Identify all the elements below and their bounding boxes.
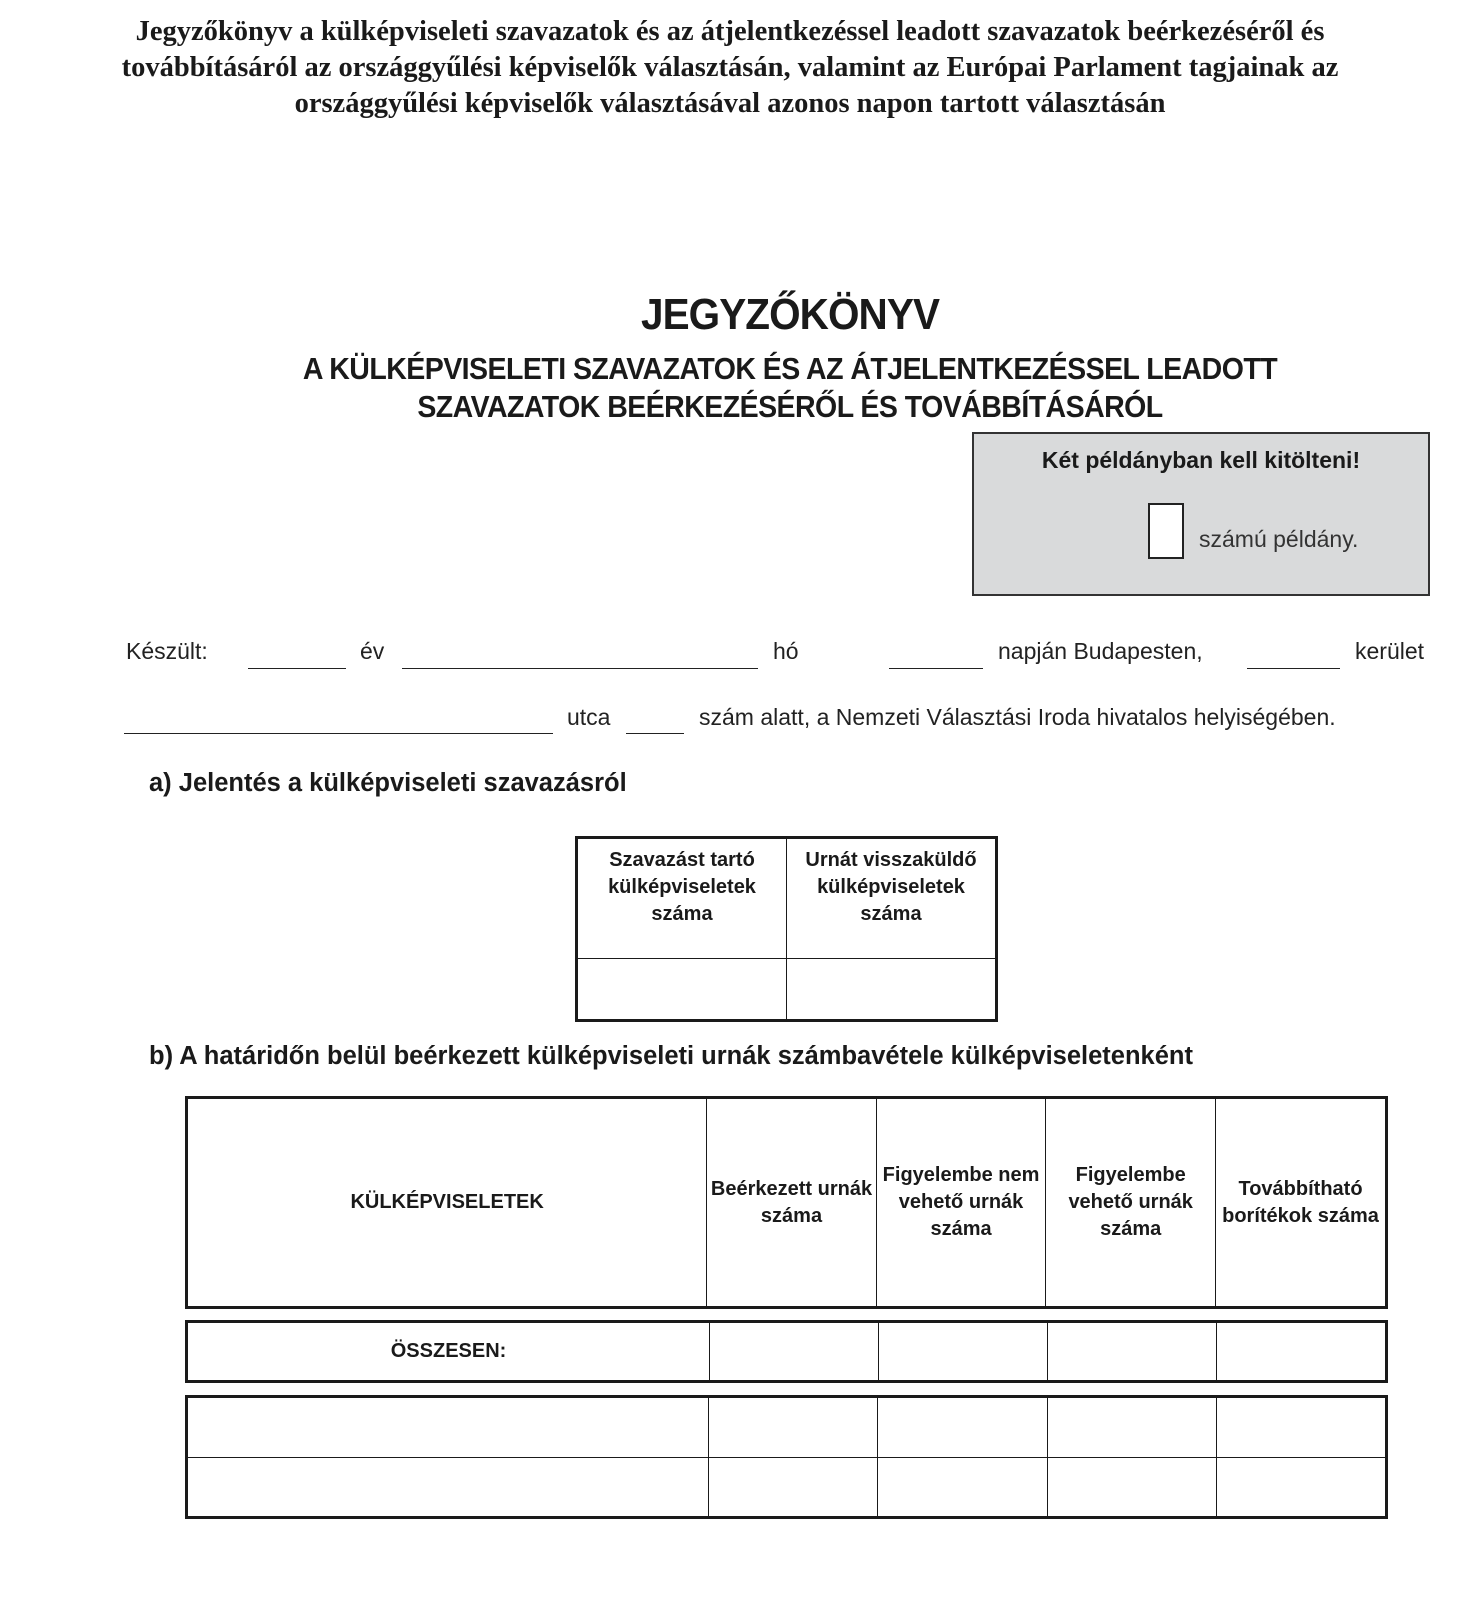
district-field[interactable]	[1247, 668, 1340, 669]
copies-notice-box	[972, 432, 1430, 596]
table-cell[interactable]	[577, 959, 787, 1021]
table-header-row	[577, 838, 997, 959]
column-header: Figyelembe nem vehető urnák száma	[876, 1098, 1046, 1308]
table-cell[interactable]	[1048, 1322, 1217, 1382]
section-b-heading: b) A határidőn belül beérkezett külképviseleti urnák számbavétele külképviseletenként	[149, 1042, 1193, 1070]
made-label: Készült:	[126, 638, 208, 664]
copies-notice-text: Két példányban kell kitölteni!	[1041, 447, 1361, 473]
section-b-header-table	[185, 1096, 1388, 1309]
year-field[interactable]	[248, 668, 346, 669]
table-header-row	[187, 1098, 1387, 1308]
column-header: Szavazást tartó külképviseletek száma	[577, 838, 787, 959]
year-label: év	[360, 638, 385, 664]
table-cell[interactable]	[709, 1397, 878, 1458]
column-header: KÜLKÉPVISELETEK	[187, 1098, 707, 1308]
column-header: Figyelembe vehető urnák száma	[1046, 1098, 1216, 1308]
table-cell[interactable]	[1216, 1397, 1386, 1458]
table-cell[interactable]	[710, 1322, 879, 1382]
table-cell[interactable]	[787, 959, 997, 1021]
day-label: napján Budapesten,	[998, 638, 1203, 664]
table-cell[interactable]	[1216, 1322, 1386, 1382]
street-field[interactable]	[124, 733, 553, 734]
form-subtitle	[63, 350, 1461, 426]
total-label: ÖSSZESEN:	[187, 1322, 710, 1382]
table-row	[187, 1397, 1387, 1458]
table-cell[interactable]	[879, 1322, 1048, 1382]
house-number-field[interactable]	[626, 733, 684, 734]
column-header: Urnát visszaküldő külképviseletek száma	[787, 838, 997, 959]
section-a-heading: a) Jelentés a külképviseleti szavazásról	[149, 769, 627, 797]
table-cell[interactable]	[709, 1457, 878, 1518]
month-field[interactable]	[402, 668, 758, 669]
street-label: utca	[567, 704, 611, 730]
table-cell[interactable]	[878, 1397, 1047, 1458]
document-title: Jegyzőkönyv a külképviseleti szavazatok és az átjelentkezéssel leadott szavazatok beérkezéséről és továbbításáról az országgyűlési képviselők választásán, valamint az Európai Parlament tagjainak az országgyűlési képviselők választásával azonos napon tartott választásán	[121, 16, 1339, 119]
column-header: Beérkezett urnák száma	[707, 1098, 876, 1308]
table-cell[interactable]	[1047, 1397, 1216, 1458]
form-subtitle-line2: SZAVAZATOK BEÉRKEZÉSÉRŐL ÉS TOVÁBBÍTÁSÁRÓL	[417, 389, 1163, 424]
column-header: Továbbítható borítékok száma	[1216, 1098, 1387, 1308]
table-cell[interactable]	[1216, 1457, 1386, 1518]
district-label: kerület	[1355, 638, 1425, 664]
form-subtitle-line1: A KÜLKÉPVISELETI SZAVAZATOK ÉS AZ ÁTJELENTKEZÉSSEL LEADOTT	[302, 351, 1278, 386]
section-a-table	[575, 836, 998, 1022]
table-cell[interactable]	[878, 1457, 1047, 1518]
copy-number-field[interactable]	[1148, 503, 1184, 559]
month-label: hó	[773, 638, 799, 664]
form-title: JEGYZŐKÖNYV	[640, 290, 940, 339]
table-cell[interactable]	[187, 1457, 709, 1518]
table-row	[577, 959, 997, 1021]
section-b-data-table	[185, 1395, 1388, 1519]
house-number-label: szám alatt, a Nemzeti Választási Iroda hivatalos helyiségében.	[699, 704, 1336, 730]
table-row	[187, 1457, 1387, 1518]
section-b-total-table	[185, 1320, 1388, 1383]
table-cell[interactable]	[187, 1397, 709, 1458]
table-cell[interactable]	[1047, 1457, 1216, 1518]
day-field[interactable]	[889, 668, 983, 669]
total-row	[187, 1322, 1387, 1382]
copy-number-label: számú példány.	[1199, 526, 1359, 552]
